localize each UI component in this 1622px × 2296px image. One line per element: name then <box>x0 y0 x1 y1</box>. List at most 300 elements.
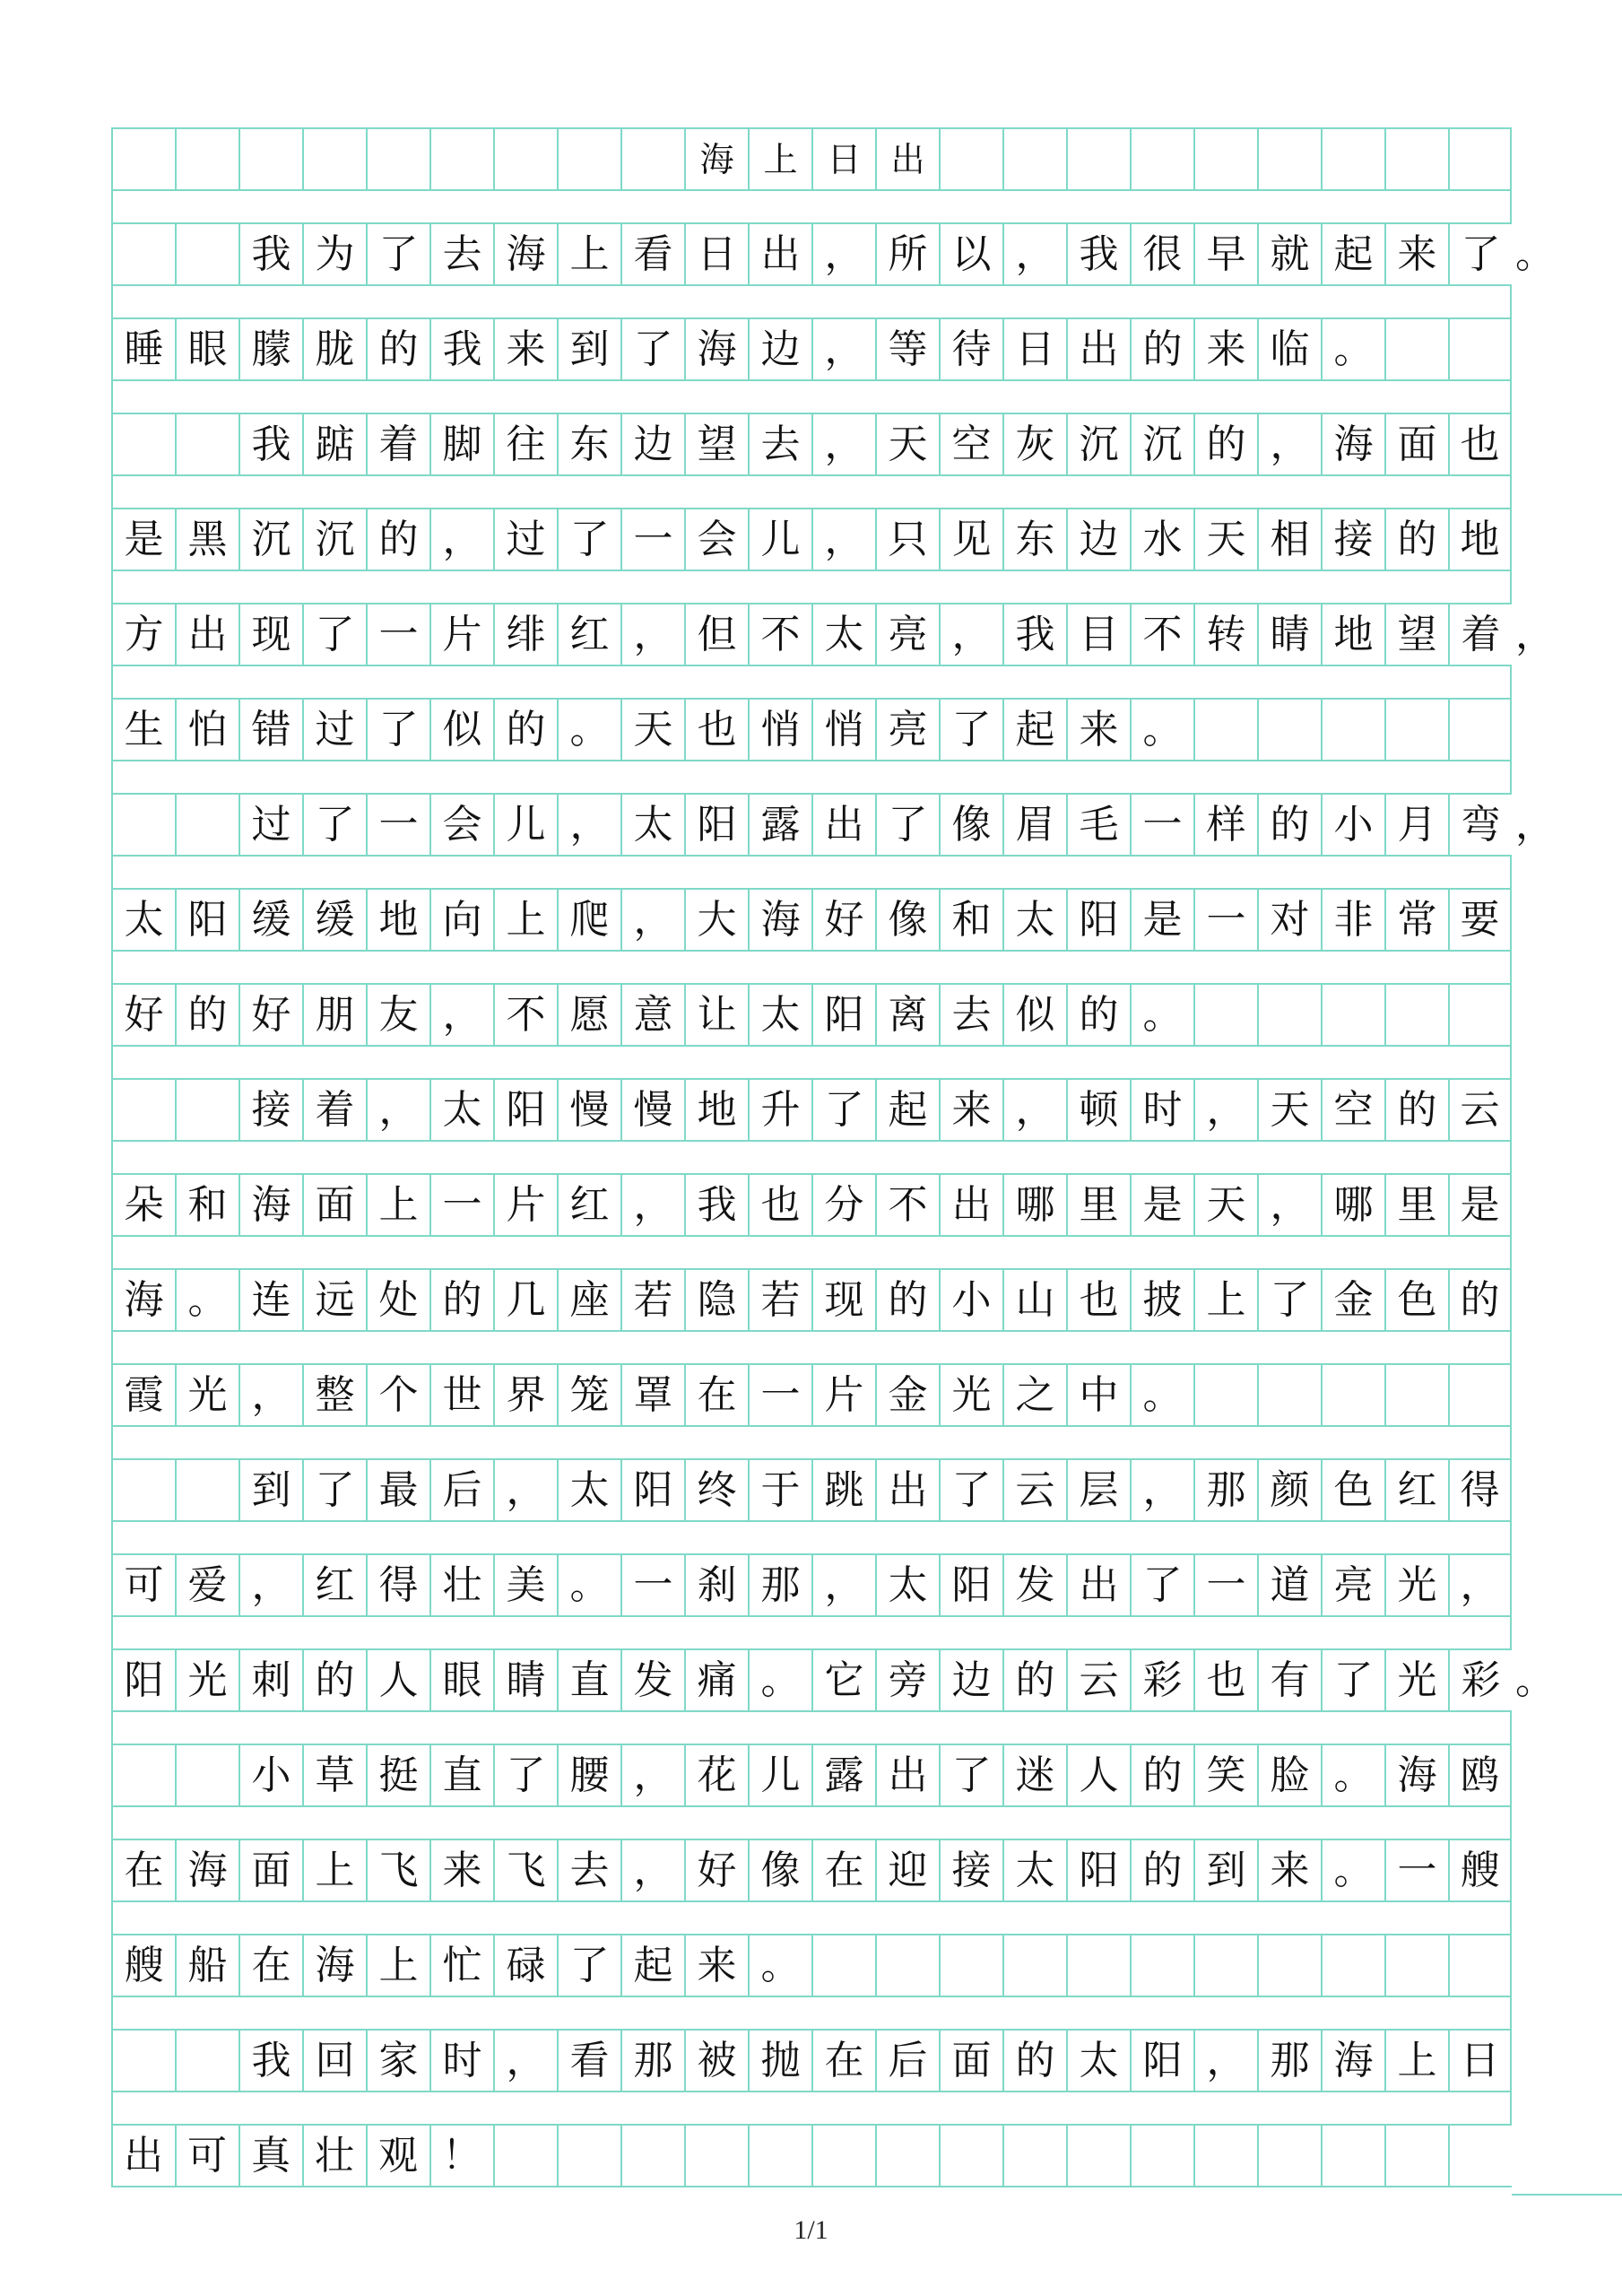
grid-cell <box>557 129 620 189</box>
text-char: 好 <box>239 985 302 1045</box>
text-char: 好 <box>111 985 175 1045</box>
grid-cell <box>1193 1365 1257 1425</box>
row-spacer <box>111 1807 1512 1839</box>
text-char: ， <box>557 795 620 855</box>
text-char: ， <box>811 509 875 570</box>
grid-cell <box>1193 700 1257 760</box>
grid-cell <box>1384 1365 1448 1425</box>
text-row <box>111 698 1512 761</box>
text-char: 一 <box>366 795 429 855</box>
text-char: 它 <box>811 1650 875 1710</box>
text-char: 望 <box>1384 604 1448 665</box>
text-char: 露 <box>811 1745 875 1805</box>
text-char: 披 <box>1130 1270 1193 1330</box>
text-row <box>111 1744 1512 1807</box>
text-char: 天 <box>620 700 684 760</box>
text-char: 日 <box>684 224 748 284</box>
text-char: 出 <box>748 224 811 284</box>
text-char: 看 <box>620 224 684 284</box>
text-row <box>111 1553 1512 1617</box>
text-char: 颜 <box>1257 1460 1321 1520</box>
text-char: 一 <box>366 604 429 665</box>
grid-cell <box>175 1080 239 1140</box>
text-char: 之 <box>1002 1365 1066 1425</box>
text-char: 了 <box>1321 1650 1384 1710</box>
text-char: 光 <box>175 1365 239 1425</box>
text-char: ， <box>239 1365 302 1425</box>
text-char: 碌 <box>493 1935 557 1996</box>
grid-cell <box>1384 985 1448 1045</box>
text-char: 得 <box>1448 1460 1512 1520</box>
text-char: 海 <box>1384 1745 1448 1805</box>
text-char: 面 <box>1384 414 1448 474</box>
text-char: ， <box>493 2031 557 2091</box>
grid-cell <box>620 129 684 189</box>
text-char: 在 <box>811 1840 875 1900</box>
grid-cell <box>175 2031 239 2091</box>
text-char: 去 <box>748 414 811 474</box>
text-char: 毛 <box>1066 795 1130 855</box>
grid-cell <box>1193 129 1257 189</box>
text-char: 灰 <box>1002 414 1066 474</box>
text-char: 好 <box>684 1840 748 1900</box>
text-char: 的 <box>1130 319 1193 379</box>
text-char: 似 <box>429 700 493 760</box>
text-char: 离 <box>875 985 939 1045</box>
text-char: 也 <box>1448 414 1512 474</box>
text-char: 像 <box>875 890 939 950</box>
text-char: 海 <box>748 890 811 950</box>
text-char: 沉 <box>1130 414 1193 474</box>
grid-cell <box>111 414 175 474</box>
text-char: 的 <box>1002 1650 1066 1710</box>
text-char: 看 <box>557 2031 620 2091</box>
text-char: 迎 <box>875 1840 939 1900</box>
text-char: 刹 <box>684 1555 748 1615</box>
title-row <box>111 127 1512 191</box>
text-char: 眉 <box>1002 795 1066 855</box>
grid-cell <box>302 129 366 189</box>
text-char: 个 <box>366 1365 429 1425</box>
grid-cell <box>175 1460 239 1520</box>
grid-cell <box>1321 2126 1384 2186</box>
text-char: 太 <box>429 1080 493 1140</box>
text-char: 山 <box>1002 1270 1066 1330</box>
text-line: 出可真壮观！ <box>124 2132 506 2179</box>
text-char: 美 <box>493 1555 557 1615</box>
text-char: 黑 <box>175 509 239 570</box>
text-char: ， <box>239 1555 302 1615</box>
text-char: 对 <box>1257 890 1321 950</box>
text-char: 太 <box>111 890 175 950</box>
text-char: 也 <box>748 1175 811 1235</box>
text-char: 痛 <box>684 1650 748 1710</box>
text-char: 起 <box>875 1080 939 1140</box>
text-char: 不 <box>748 604 811 665</box>
text-char: 来 <box>493 319 557 379</box>
grid-cell <box>1448 985 1512 1045</box>
text-char: ， <box>811 319 875 379</box>
text-row <box>111 603 1555 666</box>
row-spacer <box>111 1237 1512 1268</box>
text-char: 一 <box>1130 795 1193 855</box>
text-char: 悄 <box>811 700 875 760</box>
text-char: 抛 <box>748 2031 811 2091</box>
text-char: 接 <box>239 1080 302 1140</box>
grid-baseline-extension <box>1512 2194 1622 2196</box>
text-char: 大 <box>684 890 748 950</box>
grid-cell <box>1257 1935 1321 1996</box>
text-char: 。 <box>748 1935 811 1996</box>
grid-cell <box>1257 700 1321 760</box>
text-char: 发 <box>1002 1555 1066 1615</box>
text-char: 。 <box>748 1650 811 1710</box>
row-spacer <box>111 952 1512 983</box>
text-char: 水 <box>1130 509 1193 570</box>
text-char: 中 <box>1066 1365 1130 1425</box>
text-char: 的 <box>366 319 429 379</box>
text-char: 是 <box>1130 890 1193 950</box>
text-char: 朵 <box>111 1175 175 1235</box>
grid-cell <box>111 224 175 284</box>
text-char: 。 <box>1130 1365 1193 1425</box>
title-char: 日 <box>811 129 875 189</box>
text-char: 云 <box>1002 1460 1066 1520</box>
text-char: 来 <box>939 1080 1002 1140</box>
text-char: 但 <box>684 604 748 665</box>
text-char: 生 <box>111 700 175 760</box>
row-spacer <box>111 2092 1512 2124</box>
text-char: 在 <box>239 1935 302 1996</box>
overflow-punctuation: 。 <box>1515 1657 1555 1703</box>
text-char: ， <box>1257 1175 1321 1235</box>
text-char: 阳 <box>111 1650 175 1710</box>
text-char: 阳 <box>1130 2031 1193 2091</box>
text-char: 升 <box>748 1080 811 1140</box>
grid-cell <box>1130 2126 1193 2186</box>
text-char: 的 <box>366 509 429 570</box>
text-char: 到 <box>239 1460 302 1520</box>
text-char: 顿 <box>1066 1080 1130 1140</box>
text-char: 好 <box>811 890 875 950</box>
text-row <box>111 317 1512 381</box>
text-char: 边 <box>939 1650 1002 1710</box>
text-char: 飞 <box>366 1840 429 1900</box>
text-char: 到 <box>1193 1840 1257 1900</box>
text-char: 也 <box>1066 1270 1130 1330</box>
text-char: 和 <box>175 1175 239 1235</box>
text-char: 座 <box>557 1270 620 1330</box>
text-char: 花 <box>684 1745 748 1805</box>
text-char: 的 <box>1130 1745 1193 1805</box>
grid-cell <box>1321 700 1384 760</box>
text-char: 光 <box>1384 1650 1448 1710</box>
text-char: 的 <box>429 1270 493 1330</box>
text-char: 常 <box>1384 890 1448 950</box>
text-char: 朦 <box>239 319 302 379</box>
text-char: 阳 <box>175 890 239 950</box>
text-char: 相 <box>1257 509 1321 570</box>
text-char: ， <box>620 890 684 950</box>
text-char: 去 <box>429 224 493 284</box>
text-char: 沉 <box>1066 414 1130 474</box>
text-row <box>111 1839 1512 1902</box>
text-char: 面 <box>302 1175 366 1235</box>
text-char: 处 <box>366 1270 429 1330</box>
grid-cell <box>939 2126 1002 2186</box>
row-spacer <box>111 1712 1512 1744</box>
text-char: 地 <box>366 890 429 950</box>
text-char: 一 <box>748 1365 811 1425</box>
text-char: 片 <box>429 604 493 665</box>
text-char: 了 <box>1130 1555 1193 1615</box>
text-char: ， <box>493 1460 557 1520</box>
text-char: 最 <box>366 1460 429 1520</box>
text-char: 空 <box>939 414 1002 474</box>
text-char: 向 <box>429 890 493 950</box>
text-char: 友 <box>366 985 429 1045</box>
row-spacer <box>111 1332 1512 1363</box>
text-char: 愿 <box>557 985 620 1045</box>
text-char: 眼 <box>175 319 239 379</box>
text-char: 海 <box>493 224 557 284</box>
text-char: 非 <box>1321 890 1384 950</box>
text-char: 海 <box>239 1175 302 1235</box>
grid-cell <box>939 129 1002 189</box>
grid-cell <box>1130 129 1193 189</box>
text-char: 刺 <box>239 1650 302 1710</box>
text-char: 悄 <box>748 700 811 760</box>
text-char: 目 <box>1066 604 1130 665</box>
text-char: 飞 <box>493 1840 557 1900</box>
text-char: 的 <box>1448 1270 1512 1330</box>
text-row <box>111 1078 1512 1142</box>
text-char: 家 <box>366 2031 429 2091</box>
text-char: 彩 <box>1448 1650 1512 1710</box>
text-char: 会 <box>429 795 493 855</box>
text-char: 。 <box>1321 1745 1384 1805</box>
text-char: 了 <box>939 1745 1002 1805</box>
grid-cell <box>111 2031 175 2091</box>
text-char: 儿 <box>748 509 811 570</box>
text-char: 小 <box>239 1745 302 1805</box>
grid-cell <box>811 2126 875 2186</box>
grid-cell <box>811 1935 875 1996</box>
text-char: 那 <box>748 1555 811 1615</box>
text-char: 见 <box>939 509 1002 570</box>
grid-cell <box>1066 2126 1130 2186</box>
text-char: 一 <box>1193 1555 1257 1615</box>
text-char: 面 <box>239 1840 302 1900</box>
text-char: 只 <box>875 509 939 570</box>
text-char: 朋 <box>302 985 366 1045</box>
grid-cell <box>1257 129 1321 189</box>
text-char: 爱 <box>175 1555 239 1615</box>
grid-cell <box>175 129 239 189</box>
text-row <box>111 2029 1512 2092</box>
text-char: 若 <box>748 1270 811 1330</box>
text-char: 弯 <box>1448 795 1512 855</box>
text-row <box>111 1934 1512 1997</box>
text-char: 望 <box>684 414 748 474</box>
text-char: 。 <box>557 1555 620 1615</box>
text-char: 那 <box>1193 1460 1257 1520</box>
text-char: 。 <box>1321 319 1384 379</box>
text-char: 被 <box>684 2031 748 2091</box>
text-char: 是 <box>1130 1175 1193 1235</box>
text-char: 去 <box>939 985 1002 1045</box>
text-char: 时 <box>429 2031 493 2091</box>
text-char: 起 <box>620 1935 684 1996</box>
text-char: 阳 <box>493 1080 557 1140</box>
text-char: 金 <box>1321 1270 1384 1330</box>
text-char: 面 <box>939 2031 1002 2091</box>
grid-cell <box>1257 1365 1321 1425</box>
text-char: 接 <box>1321 509 1384 570</box>
grid-cell <box>1130 1935 1193 1996</box>
text-char: 几 <box>493 1270 557 1330</box>
text-char: ， <box>620 1175 684 1235</box>
text-char: 出 <box>875 1460 939 1520</box>
overflow-punctuation: 。 <box>1515 230 1555 277</box>
grid-cell <box>1384 2126 1448 2186</box>
text-row <box>111 1363 1512 1427</box>
text-char: 了 <box>366 224 429 284</box>
grid-cell <box>1002 1935 1066 1996</box>
text-char: 人 <box>366 1650 429 1710</box>
text-char: 隐 <box>684 1270 748 1330</box>
text-char: 色 <box>1384 1270 1448 1330</box>
text-char: 在 <box>684 1365 748 1425</box>
grid-cell <box>175 795 239 855</box>
text-char: 的 <box>1384 509 1448 570</box>
text-char: 分 <box>811 1175 875 1235</box>
text-char: ， <box>620 1745 684 1805</box>
text-char: 就 <box>1257 224 1321 284</box>
grid-cell <box>748 2126 811 2186</box>
text-char: 起 <box>1321 224 1384 284</box>
row-spacer <box>111 381 1512 413</box>
text-char: 了 <box>557 1935 620 1996</box>
text-char: 世 <box>429 1365 493 1425</box>
grid-cell <box>366 129 429 189</box>
text-char: 得 <box>366 1555 429 1615</box>
text-char: 上 <box>1384 2031 1448 2091</box>
text-char: 来 <box>429 1840 493 1900</box>
text-char: 让 <box>684 985 748 1045</box>
text-row <box>111 1648 1555 1712</box>
text-char: 也 <box>684 700 748 760</box>
text-char: ， <box>1193 1080 1257 1140</box>
grid-cell <box>1448 129 1512 189</box>
grid-cell <box>1384 700 1448 760</box>
text-char: 笑 <box>1193 1745 1257 1805</box>
text-char: 着 <box>366 414 429 474</box>
text-char: 很 <box>1130 224 1193 284</box>
text-char: 的 <box>1257 795 1321 855</box>
text-char: 怕 <box>175 700 239 760</box>
text-char: 哪 <box>1002 1175 1066 1235</box>
grid-cell <box>111 1745 175 1805</box>
grid-cell <box>175 1745 239 1805</box>
text-row <box>111 1173 1512 1237</box>
text-char: 我 <box>684 1175 748 1235</box>
row-spacer <box>111 761 1512 793</box>
text-char: 往 <box>493 414 557 474</box>
text-char: 转 <box>1193 604 1257 665</box>
text-char: 睡 <box>111 319 175 379</box>
grid-cell <box>1321 1365 1384 1425</box>
text-char: 胧 <box>302 319 366 379</box>
text-char: 太 <box>620 795 684 855</box>
text-char: 儿 <box>748 1745 811 1805</box>
text-char: 回 <box>302 2031 366 2091</box>
grid-cell <box>875 2126 939 2186</box>
text-char: 旁 <box>875 1650 939 1710</box>
text-char: 上 <box>366 1935 429 1996</box>
text-char: 睛 <box>1257 604 1321 665</box>
text-char: 阳 <box>1066 1840 1130 1900</box>
text-char: 过 <box>239 795 302 855</box>
grid-cell <box>1193 985 1257 1045</box>
text-char: 了 <box>1448 224 1512 284</box>
text-char: 小 <box>1321 795 1384 855</box>
text-char: 以 <box>939 224 1002 284</box>
grid-cell <box>111 129 175 189</box>
grid-cell <box>1002 2126 1066 2186</box>
text-char: 天 <box>875 414 939 474</box>
text-char: ， <box>366 1080 429 1140</box>
composition-grid <box>111 127 1555 2187</box>
text-char: 来 <box>1193 319 1257 379</box>
text-char: 了 <box>1257 1270 1321 1330</box>
text-row <box>111 793 1555 857</box>
text-char: 在 <box>811 2031 875 2091</box>
text-char: 脚 <box>429 414 493 474</box>
text-char: 海 <box>302 1935 366 1996</box>
text-char: 意 <box>620 985 684 1045</box>
text-char: 来 <box>684 1935 748 1996</box>
row-spacer <box>111 191 1512 222</box>
text-char: 红 <box>302 1555 366 1615</box>
text-char: 东 <box>1002 509 1066 570</box>
text-char: 那 <box>1257 2031 1321 2091</box>
grid-cell <box>875 1935 939 1996</box>
text-char: 一 <box>429 1175 493 1235</box>
text-char: 不 <box>493 985 557 1045</box>
text-char: 待 <box>939 319 1002 379</box>
text-char: 会 <box>684 509 748 570</box>
text-char: 小 <box>939 1270 1002 1330</box>
grid-cell <box>557 2126 620 2186</box>
text-row <box>111 983 1512 1047</box>
text-char: 了 <box>939 700 1002 760</box>
text-char: 了 <box>811 1080 875 1140</box>
text-char: 慢 <box>620 1080 684 1140</box>
row-spacer <box>111 286 1512 317</box>
text-char: 亮 <box>875 700 939 760</box>
text-char: 直 <box>429 1745 493 1805</box>
text-char: 壮 <box>429 1555 493 1615</box>
text-char: 缓 <box>239 890 302 950</box>
text-char: 出 <box>175 604 239 665</box>
text-char: 云 <box>1066 1650 1130 1710</box>
text-char: 方 <box>111 604 175 665</box>
grid-cell <box>1066 129 1130 189</box>
text-char: 边 <box>1066 509 1130 570</box>
text-char: 出 <box>1066 1555 1130 1615</box>
text-char: 一 <box>1384 1840 1448 1900</box>
